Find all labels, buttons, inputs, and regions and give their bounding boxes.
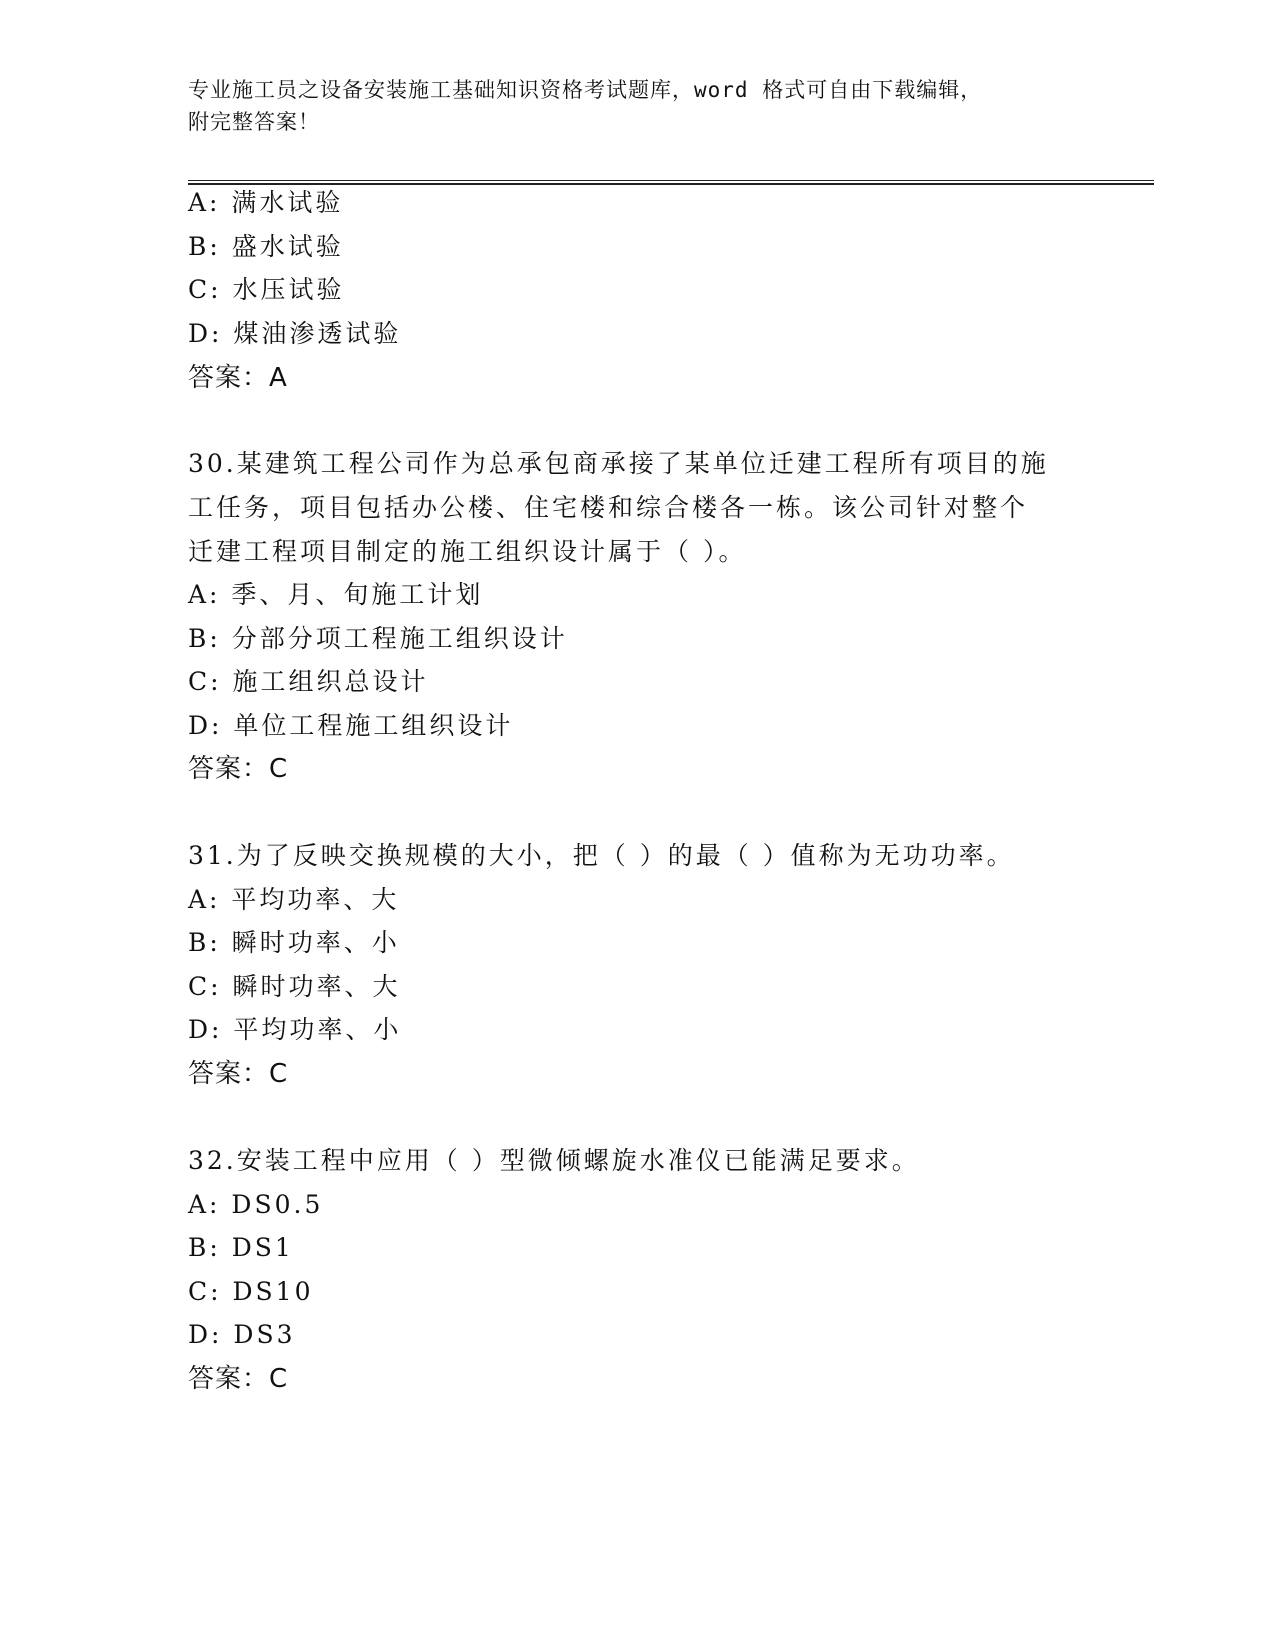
- q32-option-b: B: DS1: [188, 1233, 294, 1262]
- q29-option-d: D: 煤油渗透试验: [188, 319, 402, 348]
- q29-option-c: C: 水压试验: [188, 275, 345, 304]
- q29-option-a: A: 满水试验: [188, 188, 344, 217]
- q32-option-d: D: DS3: [188, 1320, 296, 1349]
- q30-stem-line-1: 30.某建筑工程公司作为总承包商承接了某单位迁建工程所有项目的施: [188, 449, 1049, 478]
- q30-answer: 答案：C: [188, 754, 289, 784]
- q32-option-a: A: DS0.5: [188, 1190, 324, 1219]
- q29-answer: 答案：A: [188, 363, 288, 393]
- q30-option-b: B: 分部分项工程施工组织设计: [188, 624, 568, 653]
- q32-answer: 答案：C: [188, 1364, 289, 1394]
- document-header: [188, 74, 1088, 138]
- q30-stem-line-2: 工任务，项目包括办公楼、住宅楼和综合楼各一栋。该公司针对整个: [188, 493, 1029, 522]
- q31-option-b: B: 瞬时功率、小: [188, 928, 400, 957]
- q32-option-c: C: DS10: [188, 1277, 314, 1306]
- q31-option-a: A: 平均功率、大: [188, 885, 400, 914]
- q29-option-b: B: 盛水试验: [188, 232, 344, 261]
- header-line-2: 附完整答案！: [188, 110, 320, 134]
- q30-option-a: A: 季、月、旬施工计划: [188, 580, 484, 609]
- q31-option-c: C: 瞬时功率、大: [188, 972, 401, 1001]
- q30-option-d: D: 单位工程施工组织设计: [188, 711, 514, 740]
- header-divider: [188, 180, 1154, 185]
- header-line-1: 专业施工员之设备安装施工基础知识资格考试题库，word 格式可自由下载编辑，: [188, 78, 983, 102]
- q32-stem: 32.安装工程中应用（ ）型微倾螺旋水准仪已能满足要求。: [188, 1146, 920, 1175]
- q31-answer: 答案：C: [188, 1059, 289, 1089]
- q30-option-c: C: 施工组织总设计: [188, 667, 429, 696]
- q30-stem-line-3: 迁建工程项目制定的施工组织设计属于（ ）。: [188, 537, 747, 566]
- q31-stem: 31.为了反映交换规模的大小，把（ ）的最（ ）值称为无功功率。: [188, 841, 1015, 870]
- q31-option-d: D: 平均功率、小: [188, 1015, 402, 1044]
